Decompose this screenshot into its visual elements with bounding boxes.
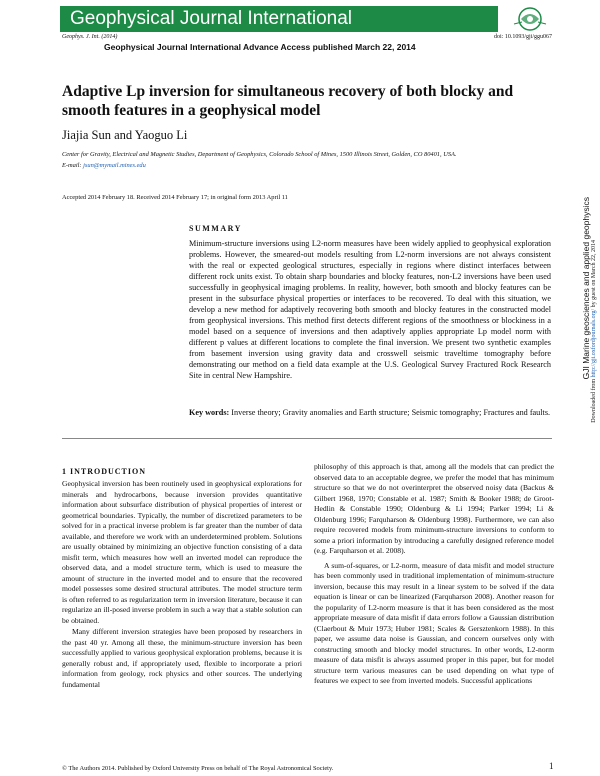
- paragraph: Geophysical inversion has been routinely used in geophysical explorations for minerals and hydrocarbons, because inversion provides quantitative information about subsurface distribution of physical properties of interest or geometrical boundaries. Typically, the number of discretized parameters to be solved for in a practical inverse problem is far greater than the number of data available, and therefore we work with an underdetermined problem. Solutions are usually obtained by minimizing an objective function consisting of a data misfit term, which measures how well an inverted model can reproduce the observed data, and a model structure term, which is used to measure the amount of structure in the inverted model and to ensure that the recovered model possesses some desired structural attributes. The model structure term is often referred to as regularization term in inversion literature, because it can regularize an ill-posed inverse problem in such a way that a stable solution can be obtained.: [62, 479, 302, 625]
- paragraph: philosophy of this approach is that, among all the models that can predict the observed data to an acceptable degree, we prefer the model that has minimum structure so that we do not overinterpret the observed noisy data (Backus & Gilbert 1968, 1970; Constable et al. 1987; Smith & Booker 1988; de Groot-Hedlin & Constable 1990; Oldenburg & Li 1994; Parker 1994; Li & Oldenburg 1996; Farquharson & Oldenburg 1998). Furthermore, we can also require recovered models from minimum-structure inversions to conform to some a priori information by introducing a carefully designed reference model (e.g. Farquharson et al. 2008).: [314, 462, 554, 555]
- email-link[interactable]: jsun@mymail.mines.edu: [83, 162, 146, 169]
- download-notice: [591, 240, 597, 423]
- download-suffix: by guest on March 22, 2014: [591, 240, 597, 309]
- email-line: [62, 162, 146, 169]
- page-number: 1: [549, 761, 554, 771]
- introduction-heading: 1 INTRODUCTION: [62, 467, 147, 476]
- section-sidebar-label: GJI Marine geosciences and applied geophysics: [581, 197, 591, 380]
- article-dates: Accepted 2014 February 18. Received 2014 February 17; in original form 2013 April 11: [62, 194, 288, 201]
- doi[interactable]: doi: 10.1093/gji/ggu067: [493, 34, 552, 40]
- authors: Jiajia Sun and Yaoguo Li: [62, 128, 188, 142]
- paragraph: A sum-of-squares, or L2-norm, measure of data misfit and model structure has been commonly used in traditional implementation of minimum-structure inversion, because this may result in a linear system to be solved if the data equation is linear or can be linearized (Farquharson 2008). Another reason for the popularity of L2-norm measure is that it has been considered as the most appropriate measure of data misfit if data errors follow a Gaussian distribution (Claerbout & Muir 1973; Huber 1981; Scales & Gersztenkorn 1988). In this paper, we assume data noise is Gaussian, and concern ourselves only with constructing smooth and blocky model structures. In other words, L2-norm measure of data misfit is always assumed proper in this paper, but for model structure term various measures can be used depending on what type of features we expect to see from inverted models. Successful applications: [314, 560, 554, 685]
- journal-title: Geophysical Journal International: [70, 8, 353, 29]
- advance-access-notice: Geophysical Journal International Advance Access published March 22, 2014: [104, 42, 416, 52]
- summary-text: Minimum-structure inversions using L2-norm measures have been widely applied to geophysical exploration problems. However, the smeared-out models resulting from L2-norm inversions are not always consistent with the real or expected geological structures, especially in regions where distinct interfaces between different rock units exist. To obtain sharp boundaries and blocky features, non-L2 inversions have been used successfully in geophysical imaging problems. In reality, however, both smooth and blocky features can be present in the subsurface physical properties or interfaces to be recovered. To deal with this situation, we develop a new method for adaptively recovering both smooth and blocky features in the constructed model from geophysical inversions. This method first detects different regions of the smoothness or blockiness in a model based on a sequence of inversions and then adaptively applies appropriate Lp model norm with different p values at different locations to complete the final inversion. We present two synthetic examples from basement inversion using gravity data and crosswell seismic traveltime tomography before demonstrating our method on a field data example at the U.S. Geological Survey Fractured Rock Research Site in central New Hampshire.: [189, 239, 551, 380]
- keywords: [189, 407, 551, 418]
- journal-logo-icon: [510, 4, 550, 34]
- keywords-text: Inverse theory; Gravity anomalies and Earth structure; Seismic tomography; Fractures and faults.: [231, 408, 551, 417]
- email-label: E-mail:: [62, 162, 82, 169]
- right-column: [314, 462, 554, 687]
- copyright-footer: © The Authors 2014. Published by Oxford University Press on behalf of The Royal Astronomical Society.: [62, 765, 334, 772]
- citation: Geophys. J. Int. (2014): [62, 34, 118, 40]
- download-prefix: Downloaded from: [591, 377, 597, 423]
- left-column: [62, 479, 302, 690]
- paragraph: Many different inversion strategies have been proposed by researchers in the past 40 yr. Among all these, the minimum-structure inversion has been successfully applied to various geophysical exploration problems, because it is generally robust and, if appropriately used, flexible to incorporate a priori information from geology, rock physics and other sources. The underlying fundamental: [62, 627, 302, 689]
- affiliation: Center for Gravity, Electrical and Magnetic Studies, Department of Geophysics, Colorado School of Mines, 1500 Illinois Street, Golden, CO 80401, USA.: [62, 151, 457, 158]
- article-title: Adaptive Lp inversion for simultaneous recovery of both blocky and smooth features in a geophysical model: [62, 83, 514, 119]
- download-link[interactable]: http://gji.oxfordjournals.org/: [591, 308, 597, 378]
- section-divider: [62, 438, 552, 439]
- keywords-label: Key words:: [189, 408, 230, 417]
- summary-heading: SUMMARY: [189, 224, 242, 233]
- journal-banner: [60, 6, 498, 32]
